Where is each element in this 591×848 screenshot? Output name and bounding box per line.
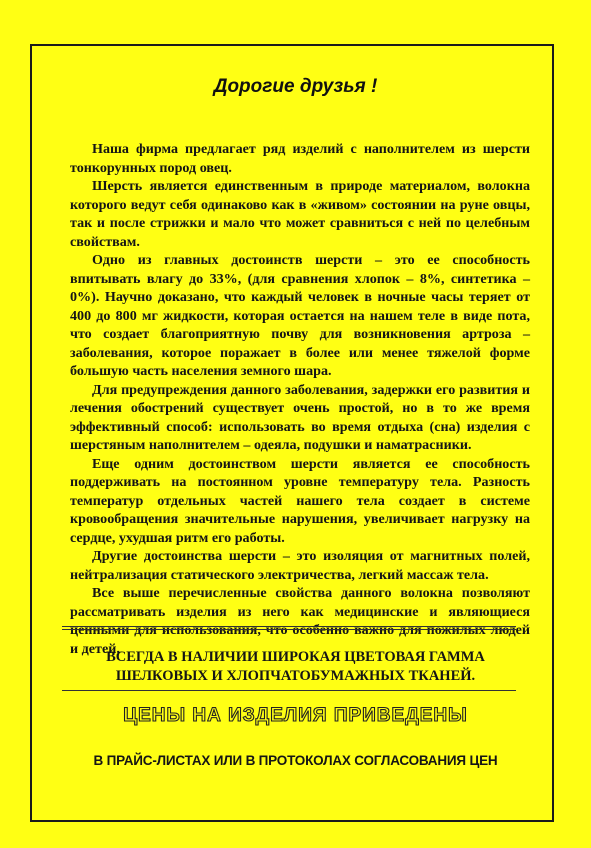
prices-heading: ЦЕНЫ НА ИЗДЕЛИЯ ПРИВЕДЕНЫ — [123, 705, 468, 726]
paragraph-other-benefits: Другие достоинства шерсти – это изоляция от магнитных полей, нейтрализация статического электричества, легкий массаж тела. — [70, 548, 530, 583]
paragraph-temperature: Еще одним достоинством шерсти является ее способность поддерживать на постоянном уровне температуру тела. Разность температур отдельных частей нашего тела создает в системе кровообращения значительные нарушения, увеличивает нагрузку на сердце, ухудшая ритм его работы. — [70, 455, 530, 546]
prices-subline: В ПРАЙС-ЛИСТАХ ИЛИ В ПРОТОКОЛАХ СОГЛАСОВАНИЯ ЦЕН — [93, 753, 498, 768]
fabrics-notice — [60, 648, 531, 686]
paragraph-prevention: Для предупреждения данного заболевания, задержки его развития и лечения обострений существует очень простой, но в то же время эффективный способ: использовать во время отдыха (сна) изделия с шерстяным наполнителем – одеяла, подушки и наматрасники. — [70, 381, 530, 453]
paragraph-conclusion: Все выше перечисленные свойства данного волокна позволяют рассматривать изделия из него как медицинские и являющиеся ценными для использования, что особенно важно для пожилых людей и детей. — [70, 585, 530, 657]
divider-bottom — [62, 690, 516, 691]
paragraph-moisture: Одно из главных достоинств шерсти – это ее способность впитывать влагу до 33%, (для сравнения хлопок – 8%, синтетика – 0%). Научно доказано, что каждый человек в ночные часы теряет от 400 до 800 мг жидкости, которая остается на нашем теле в виде пота, что создает благоприятную почву для возникновения артроза – заболевания, которое поражает в более или менее тяжелой форме большую часть населения земного шара. — [70, 252, 530, 379]
page-title: Дорогие друзья ! — [213, 76, 378, 97]
divider-top — [62, 626, 516, 630]
paragraph-intro: Наша фирма предлагает ряд изделий с наполнителем из шерсти тонкорунных пород овец. — [70, 141, 530, 176]
fabrics-notice-line1: ВСЕГДА В НАЛИЧИИ ШИРОКАЯ ЦВЕТОВАЯ ГАММА — [106, 649, 485, 665]
fabrics-notice-line2: ШЕЛКОВЫХ И ХЛОПЧАТОБУМАЖНЫХ ТКАНЕЙ. — [115, 668, 476, 684]
body-text — [70, 140, 530, 658]
paragraph-wool-unique: Шерсть является единственным в природе материалом, волокна которого ведут себя одинаково как в «живом» состоянии на руне овцы, так и после стрижки и мало что может сравниться с ней по целебным свойствам. — [70, 178, 530, 250]
